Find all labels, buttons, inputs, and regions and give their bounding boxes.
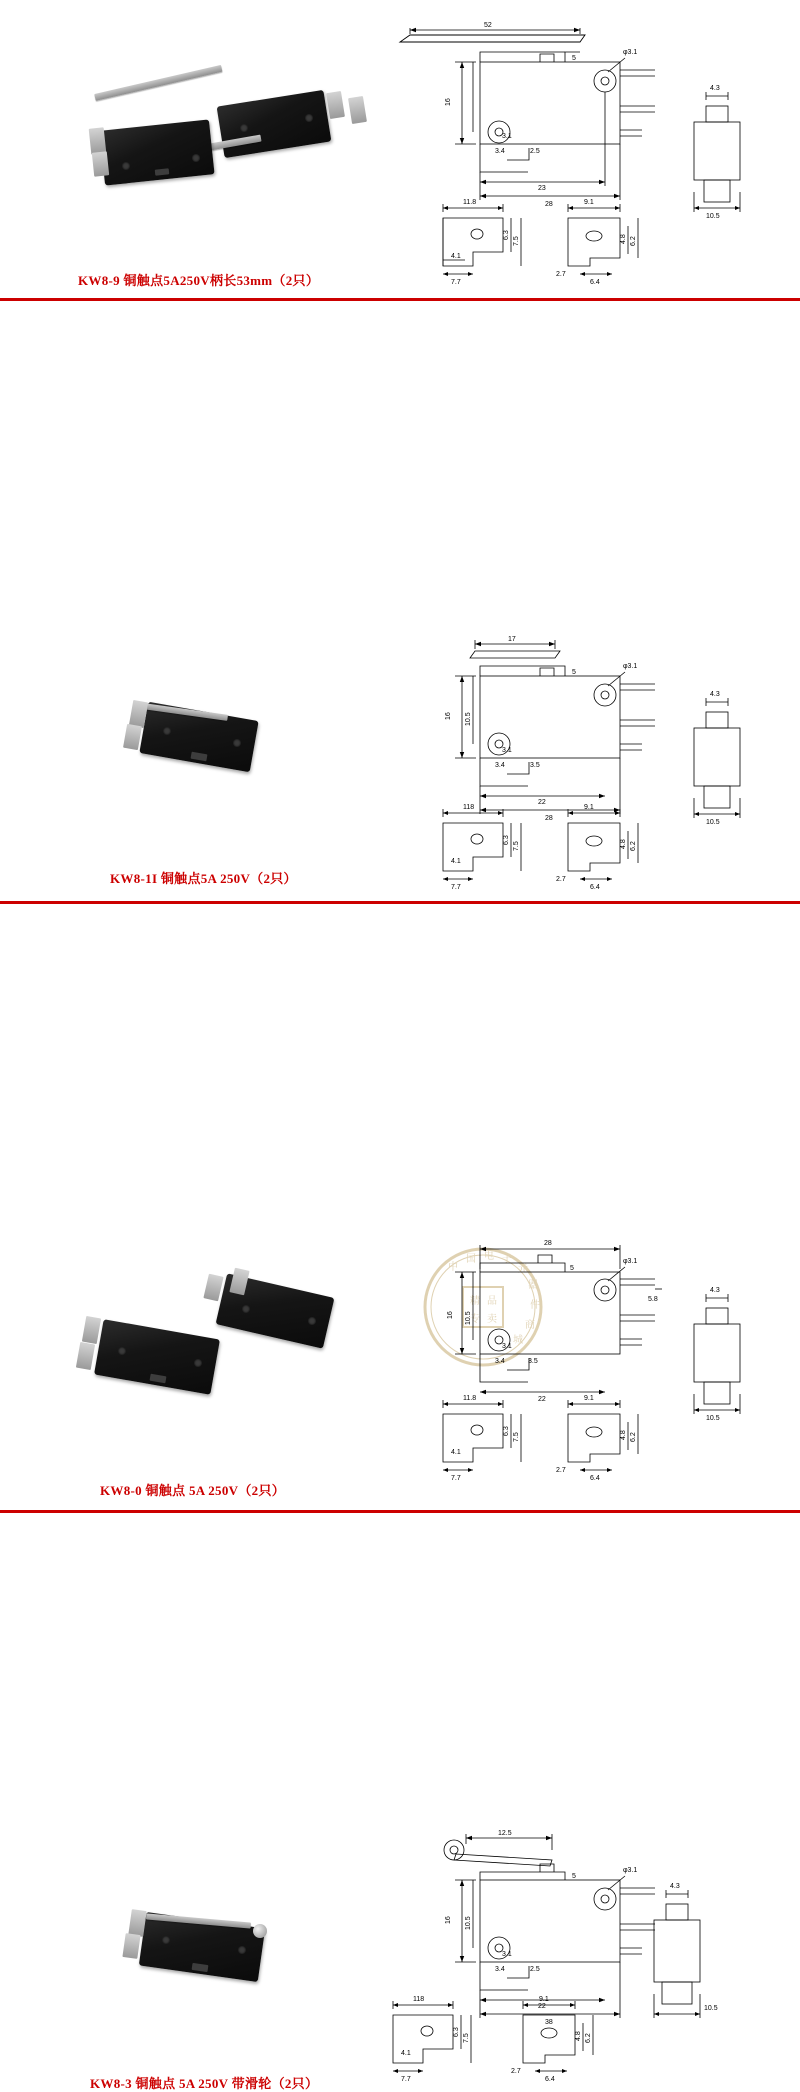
svg-text:10.5: 10.5 (706, 213, 720, 220)
switch-body (217, 90, 332, 158)
svg-text:4.1: 4.1 (451, 253, 461, 260)
svg-text:6.2: 6.2 (630, 1432, 637, 1442)
section-divider (0, 1510, 800, 1513)
svg-text:6.2: 6.2 (585, 2033, 592, 2043)
svg-text:器: 器 (528, 1280, 538, 1291)
svg-text:9.1: 9.1 (584, 1395, 594, 1402)
svg-text:10.5: 10.5 (465, 712, 472, 726)
svg-text:品: 品 (487, 1296, 497, 1307)
svg-text:7.5: 7.5 (463, 2033, 470, 2043)
end-view-kw8-3 (640, 1878, 730, 2028)
svg-text:7.7: 7.7 (451, 884, 461, 891)
svg-text:3.4: 3.4 (495, 148, 505, 155)
svg-text:3.1: 3.1 (502, 1343, 512, 1350)
svg-text:22: 22 (538, 2003, 546, 2010)
caption-kw8-9: KW8-9 铜触点5A250V柄长53mm（2只） (78, 273, 320, 288)
svg-text:精: 精 (470, 1296, 480, 1307)
svg-text:7.5: 7.5 (513, 236, 520, 246)
switch-body (99, 119, 214, 185)
svg-text:28: 28 (544, 1240, 552, 1247)
svg-text:6.4: 6.4 (590, 279, 600, 286)
terminal-detail-right-kw8-3 (505, 1993, 615, 2083)
svg-text:3.5: 3.5 (530, 762, 540, 769)
product-section-kw8-1i (0, 301, 800, 891)
svg-text:6.3: 6.3 (503, 230, 510, 240)
svg-text:4.3: 4.3 (710, 1287, 720, 1294)
svg-text:12.5: 12.5 (498, 1830, 512, 1837)
svg-text:3.4: 3.4 (495, 1358, 505, 1365)
svg-text:118: 118 (463, 804, 475, 811)
mounting-hole (118, 1347, 126, 1355)
svg-text:9.1: 9.1 (539, 1996, 549, 2003)
svg-text:6.2: 6.2 (630, 236, 637, 246)
svg-text:10.5: 10.5 (465, 1916, 472, 1930)
svg-text:5: 5 (572, 669, 576, 676)
mounting-hole (192, 154, 200, 162)
terminal-detail-left-kw8-0 (425, 1392, 535, 1482)
product-photo-kw8-0 (70, 1267, 350, 1402)
svg-text:3.4: 3.4 (495, 762, 505, 769)
svg-text:6.2: 6.2 (630, 841, 637, 851)
mounting-hole (162, 1936, 170, 1944)
svg-text:6.3: 6.3 (503, 835, 510, 845)
svg-text:3.1: 3.1 (502, 133, 512, 140)
mounting-hole (308, 1317, 316, 1325)
svg-text:4.1: 4.1 (451, 1449, 461, 1456)
svg-text:4.8: 4.8 (620, 1430, 627, 1440)
svg-text:16: 16 (445, 98, 452, 106)
svg-text:φ3.1: φ3.1 (623, 49, 638, 56)
svg-text:16: 16 (445, 1916, 452, 1924)
svg-text:国: 国 (466, 1254, 476, 1265)
product-photo-kw8-3 (110, 1898, 290, 1993)
svg-text:中: 中 (448, 1262, 458, 1273)
terminal-detail-left-kw8-9 (425, 196, 535, 286)
mounting-hole (122, 162, 130, 170)
svg-text:4.8: 4.8 (620, 839, 627, 849)
end-view-kw8-0 (680, 1282, 770, 1422)
svg-text:9.1: 9.1 (584, 199, 594, 206)
svg-text:10.5: 10.5 (706, 1415, 720, 1422)
caption-kw8-1i: KW8-1I 铜触点5A 250V（2只） (110, 871, 297, 886)
terminal-tab (326, 91, 345, 119)
svg-text:4.8: 4.8 (620, 234, 627, 244)
caption-kw8-3: KW8-3 铜触点 5A 250V 带滑轮（2只） (90, 2076, 319, 2091)
svg-text:23: 23 (538, 185, 546, 192)
svg-text:2.7: 2.7 (556, 1467, 566, 1474)
svg-text:3.1: 3.1 (502, 747, 512, 754)
svg-text:3.5: 3.5 (528, 1358, 538, 1365)
terminal-tab (122, 1933, 140, 1959)
svg-text:17: 17 (508, 636, 516, 643)
svg-text:10.5: 10.5 (704, 2005, 718, 2012)
svg-text:6.4: 6.4 (590, 1475, 600, 1482)
svg-text:6.4: 6.4 (590, 884, 600, 891)
svg-text:7.7: 7.7 (401, 2076, 411, 2083)
svg-text:φ3.1: φ3.1 (623, 1258, 638, 1265)
svg-text:4.3: 4.3 (670, 1883, 680, 1890)
svg-text:10.5: 10.5 (465, 1311, 472, 1325)
svg-text:2.7: 2.7 (556, 876, 566, 883)
svg-text:卖: 卖 (487, 1314, 497, 1325)
svg-text:28: 28 (545, 815, 553, 822)
svg-text:城: 城 (513, 1335, 523, 1346)
svg-text:φ3.1: φ3.1 (623, 663, 638, 670)
mounting-hole (238, 1946, 246, 1954)
terminal-tab (92, 151, 109, 176)
terminal-tab (348, 96, 367, 124)
switch-body (94, 1319, 220, 1395)
svg-text:22: 22 (538, 1396, 546, 1403)
svg-text:子: 子 (502, 1254, 512, 1265)
terminal-tab (76, 1342, 95, 1370)
svg-text:2.5: 2.5 (530, 148, 540, 155)
svg-text:16: 16 (445, 712, 452, 720)
svg-text:元: 元 (518, 1264, 528, 1275)
svg-text:3.4: 3.4 (495, 1966, 505, 1973)
svg-text:5: 5 (572, 1873, 576, 1880)
svg-text:4.8: 4.8 (575, 2031, 582, 2041)
svg-text:4.3: 4.3 (710, 85, 720, 92)
svg-text:φ3.1: φ3.1 (623, 1867, 638, 1874)
svg-text:6.3: 6.3 (453, 2027, 460, 2037)
svg-text:11.8: 11.8 (463, 1395, 477, 1402)
svg-text:9.1: 9.1 (584, 804, 594, 811)
mounting-hole (240, 124, 248, 132)
svg-text:7.5: 7.5 (513, 841, 520, 851)
svg-text:11.8: 11.8 (463, 199, 477, 206)
product-photo-kw8-9 (60, 70, 360, 210)
svg-text:118: 118 (413, 1996, 425, 2003)
svg-text:28: 28 (545, 201, 553, 208)
svg-text:52: 52 (484, 22, 492, 29)
svg-text:22: 22 (538, 799, 546, 806)
lever-icon (94, 65, 222, 101)
roller-icon (253, 1924, 267, 1938)
svg-text:专: 专 (470, 1314, 480, 1325)
svg-text:38: 38 (545, 2019, 553, 2026)
svg-text:5.8: 5.8 (648, 1296, 658, 1303)
product-section-kw8-0 (0, 602, 800, 1498)
svg-text:电: 电 (484, 1251, 494, 1262)
terminal-tab (82, 1316, 101, 1344)
mounting-hole (242, 1305, 250, 1313)
svg-text:10.5: 10.5 (706, 819, 720, 826)
caption-kw8-0: KW8-0 铜触点 5A 250V（2只） (100, 1483, 286, 1498)
svg-text:5: 5 (570, 1265, 574, 1272)
terminal-detail-right-kw8-0 (550, 1392, 660, 1482)
mounting-hole (305, 114, 313, 122)
product-section-kw8-9 (0, 0, 800, 301)
svg-text:3.1: 3.1 (502, 1951, 512, 1958)
svg-text:6.4: 6.4 (545, 2076, 555, 2083)
terminal-detail-left-kw8-3 (375, 1993, 485, 2083)
terminal-detail-right-kw8-9 (550, 196, 660, 286)
svg-text:4.1: 4.1 (401, 2050, 411, 2057)
svg-text:7.5: 7.5 (513, 1432, 520, 1442)
svg-text:5: 5 (572, 55, 576, 62)
svg-text:2.7: 2.7 (556, 271, 566, 278)
svg-text:4.1: 4.1 (451, 858, 461, 865)
svg-text:件: 件 (530, 1300, 540, 1311)
svg-text:商: 商 (525, 1320, 535, 1331)
mounting-hole (194, 1359, 202, 1367)
svg-text:16: 16 (447, 1311, 454, 1319)
end-view-kw8-9 (680, 80, 770, 220)
svg-text:2.7: 2.7 (511, 2068, 521, 2075)
svg-text:6.3: 6.3 (503, 1426, 510, 1436)
svg-text:2.5: 2.5 (530, 1966, 540, 1973)
svg-text:7.7: 7.7 (451, 1475, 461, 1482)
svg-text:4.3: 4.3 (710, 691, 720, 698)
svg-text:7.7: 7.7 (451, 279, 461, 286)
